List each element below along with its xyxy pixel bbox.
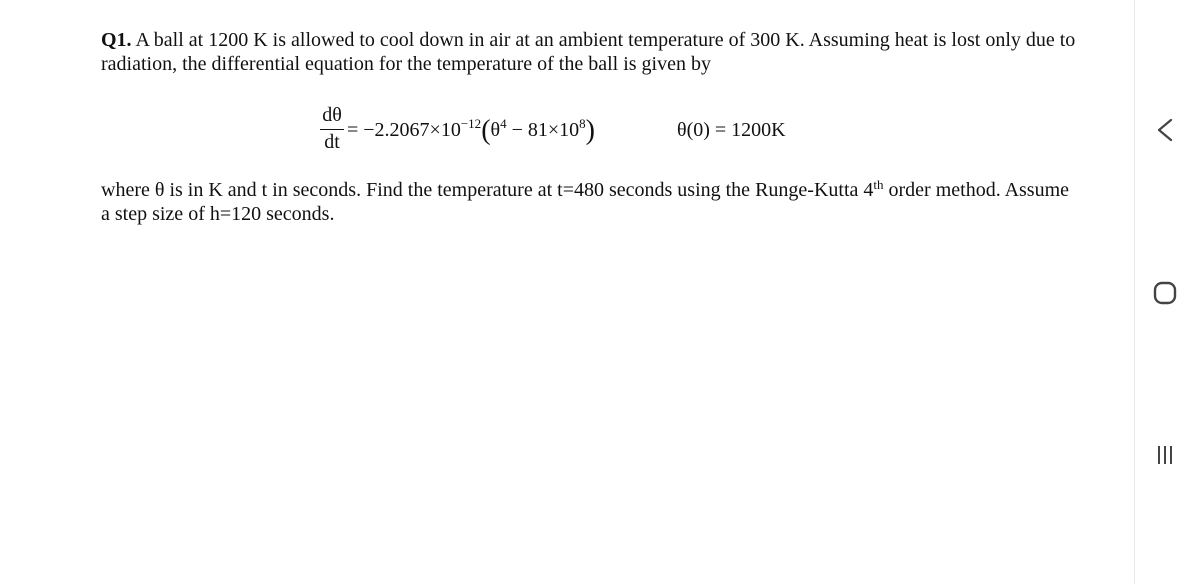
question-text bbox=[101, 28, 1081, 76]
triple-bar-icon bbox=[1154, 443, 1176, 467]
statement-part-1: where θ is in K and t in seconds. Find the temperature at t=480 seconds using the Runge-Kutta 4 bbox=[101, 179, 874, 201]
open-paren: ( bbox=[481, 115, 491, 146]
question-intro: A ball at 1200 K is allowed to cool down in air at an ambient temperature of 300 K. Assuming heat is lost only due to radiation, the differential equation for the temperature of the ball is given by bbox=[101, 29, 1076, 75]
question-number: Q1. bbox=[101, 29, 132, 51]
theta-symbol: θ bbox=[490, 119, 501, 141]
ordinal-suffix: th bbox=[873, 177, 884, 192]
term-exponent: 8 bbox=[579, 116, 586, 131]
nav-divider bbox=[1134, 0, 1135, 584]
equation-rhs bbox=[347, 115, 595, 146]
rhs-exponent: −12 bbox=[460, 116, 482, 131]
minus-term: − 81×10 bbox=[506, 119, 580, 141]
fraction-numerator: dθ bbox=[322, 104, 342, 126]
fraction-bar bbox=[320, 129, 344, 130]
rounded-square-icon bbox=[1152, 280, 1178, 306]
theta-exponent: 4 bbox=[500, 116, 507, 131]
recents-button[interactable] bbox=[1150, 440, 1180, 470]
differential-equation bbox=[320, 104, 840, 160]
close-paren: ) bbox=[585, 115, 595, 146]
rhs-coefficient: = −2.2067×10 bbox=[347, 119, 461, 141]
back-button[interactable] bbox=[1150, 115, 1180, 145]
fraction-denominator: dt bbox=[324, 131, 340, 153]
statement-part-2: order method. Assume a step size of h=120 seconds. bbox=[101, 179, 1070, 225]
problem-statement bbox=[101, 178, 1081, 226]
home-button[interactable] bbox=[1150, 278, 1180, 308]
chevron-left-icon bbox=[1155, 117, 1175, 143]
initial-condition: θ(0) = 1200K bbox=[677, 119, 786, 141]
